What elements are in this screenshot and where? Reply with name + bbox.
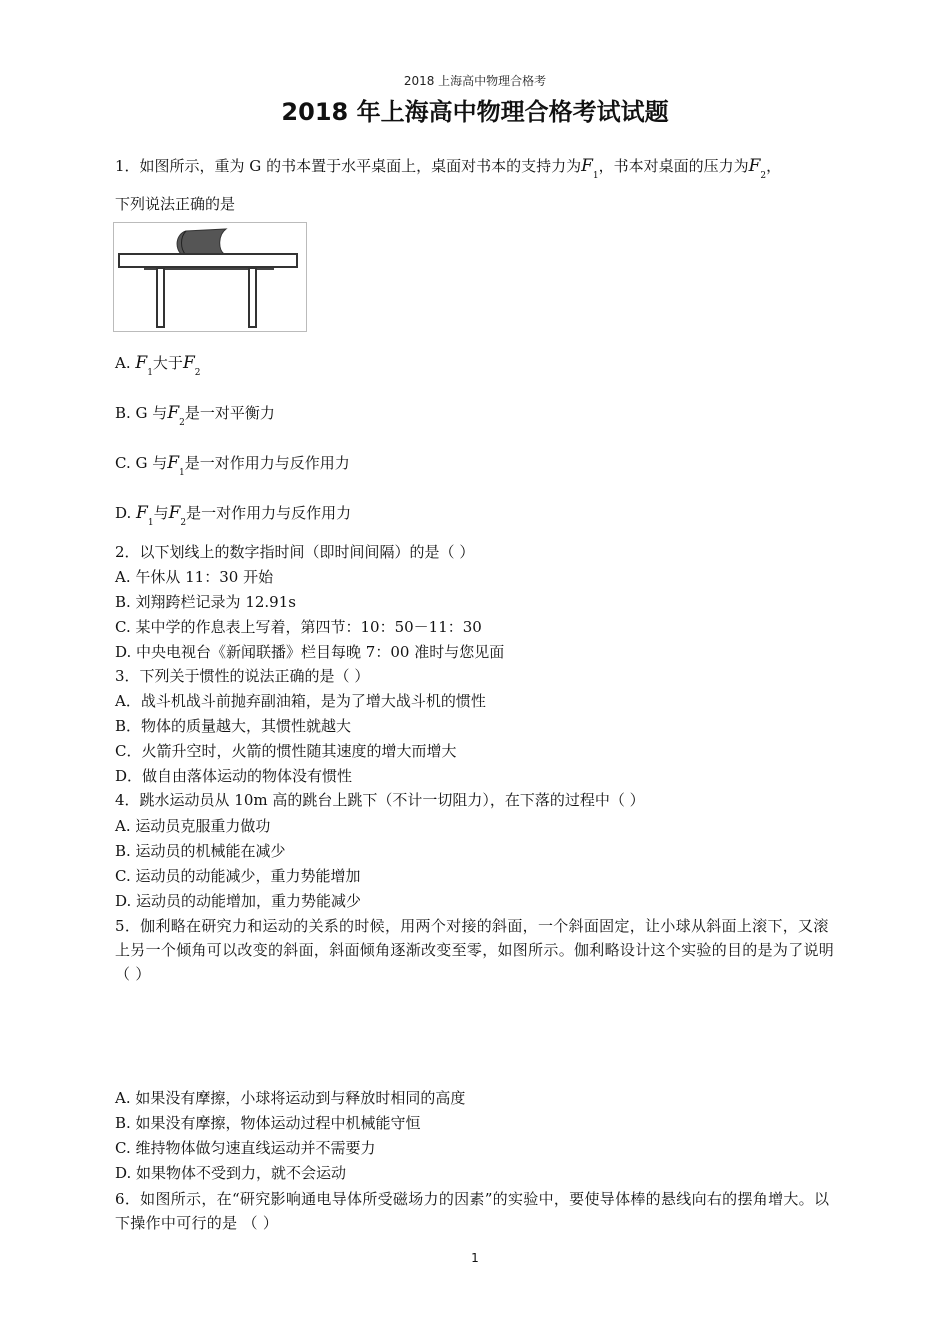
q1-option-b: B. G 与$F_2$是一对平衡力 [115,403,275,428]
q1-option-c: C. G 与$F_1$是一对作用力与反作用力 [115,453,350,478]
q6-stem: 6．如图所示，在“研究影响通电导体所受磁场力的因素”的实验中，要使导体棒的悬线向右的摆角增大。以下操作中可行的是 （ ） [115,1190,830,1232]
f2-symbol: $F_2$ [182,353,201,378]
q3-option-b: B．物体的质量越大，其惯性就越大 [115,717,352,735]
q3-option-a: A．战斗机战斗前抛弃副油箱，是为了增大战斗机的惯性 [115,692,486,710]
running-header: 2018 上海高中物理合格考 [403,74,547,88]
q2-stem: 2．以下划线上的数字指时间（即时间间隔）的是（ ） [115,543,475,561]
q2-option-a: A. 午休从 11：30 开始 [115,568,274,586]
book-on-table-figure [113,222,307,332]
q4-option-d: D. 运动员的动能增加，重力势能减少 [115,892,362,910]
f2-symbol: $F_2$ [168,503,187,528]
q2-option-c: C. 某中学的作息表上写着，第四节：10：50－11：30 [115,618,482,636]
q4-option-a: A. 运动员克服重力做功 [115,817,271,835]
f2-symbol: $F_2$ [167,403,185,428]
q4-option-b: B. 运动员的机械能在减少 [115,842,286,860]
f1-symbol: $F_1$ [136,503,154,528]
q5-option-b: B. 如果没有摩擦，物体运动过程中机械能守恒 [115,1114,421,1132]
f1-symbol: $F_1$ [135,353,153,378]
q1-stem [115,155,837,187]
page-title: 2018 年上海高中物理合格考试试题 [281,98,669,126]
q4-option-c: C. 运动员的动能减少，重力势能增加 [115,867,361,885]
q1-stem-text-c: ， [766,157,782,175]
f2-symbol: $F_2$ [748,156,767,181]
q2-option-b: B. 刘翔跨栏记录为 12.91s [115,593,296,611]
book-on-table-drawing [114,223,306,331]
q3-stem: 3．下列关于惯性的说法正确的是（ ） [115,667,370,685]
q5-option-a: A. 如果没有摩擦，小球将运动到与释放时相同的高度 [115,1089,466,1107]
q5-option-d: D. 如果物体不受到力，就不会运动 [115,1164,347,1182]
q3-option-c: C．火箭升空时，火箭的惯性随其速度的增大而增大 [115,742,457,760]
f1-symbol: $F_1$ [581,156,599,181]
q1-option-a: A. $F_1$大于$F_2$ [115,353,201,378]
q1-stem-text-b: ，书本对桌面的压力为 [598,157,749,175]
q5-stem: 5．伽利略在研究力和运动的关系的时候，用两个对接的斜面，一个斜面固定，让小球从斜面上滚下，又滚上另一个倾角可以改变的斜面，斜面倾角逐渐改变至零，如图所示。伽利略设计这个实验的目的是为了说明（ ） [115,917,835,983]
page-number: 1 [471,1251,479,1265]
q1-stem-text-a: 1．如图所示，重为 G 的书本置于水平桌面上，桌面对书本的支持力为 [115,157,582,175]
q3-option-d: D．做自由落体运动的物体没有惯性 [115,767,353,785]
q5-option-c: C. 维持物体做匀速直线运动并不需要力 [115,1139,376,1157]
q1-option-d: D. $F_1$与$F_2$是一对作用力与反作用力 [115,503,352,528]
f1-symbol: $F_1$ [167,453,185,478]
q2-option-d: D. 中央电视台《新闻联播》栏目每晚 7：00 准时与您见面 [115,643,505,661]
q4-stem: 4．跳水运动员从 10m 高的跳台上跳下（不计一切阻力），在下落的过程中（ ） [115,791,645,809]
q1-stem-line2: 下列说法正确的是 [115,195,236,213]
